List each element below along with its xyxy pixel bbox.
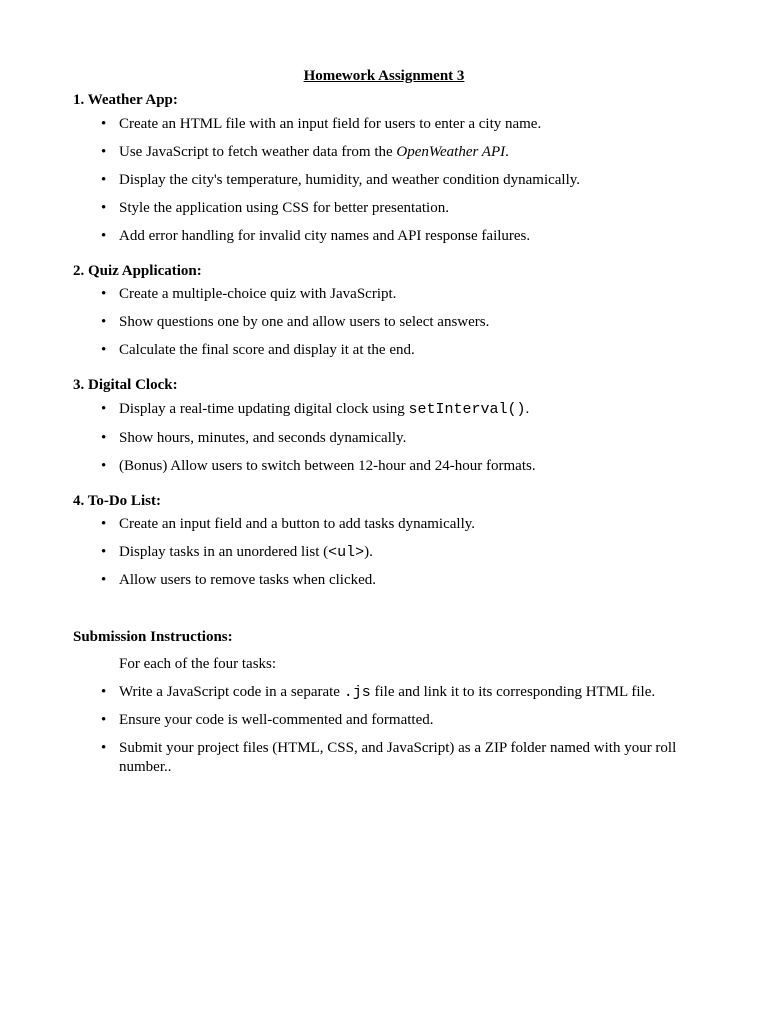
list-item: • Create an HTML file with an input field for users to enter a city name. [119, 115, 719, 134]
section-heading-weather-app: 1. Weather App: [73, 92, 178, 108]
list-item: • Display tasks in an unordered list (<ul>). [119, 543, 719, 562]
list-item: • Add error handling for invalid city names and API response failures. [119, 227, 719, 246]
api-name: OpenWeather API [396, 144, 506, 160]
list-item: • Display a real-time updating digital clock using setInterval(). [119, 400, 719, 419]
list-item: • Create an input field and a button to add tasks dynamically. [119, 515, 719, 534]
section-heading-quiz-application: 2. Quiz Application: [73, 263, 202, 279]
list-item: • Ensure your code is well-commented and formatted. [119, 711, 719, 730]
list-item: • Create a multiple-choice quiz with JavaScript. [119, 285, 719, 304]
list-item: • Submit your project files (HTML, CSS, and JavaScript) as a ZIP folder named with your roll number.. [119, 739, 704, 777]
code-snippet: setInterval() [408, 401, 526, 418]
code-snippet: .js [343, 684, 371, 701]
submission-intro: For each of the four tasks: [119, 656, 277, 672]
document-title: Homework Assignment 3 [303, 68, 465, 84]
list-item: • Style the application using CSS for better presentation. [119, 199, 719, 218]
list-item: • Show hours, minutes, and seconds dynamically. [119, 429, 719, 448]
code-snippet: <ul> [328, 544, 365, 561]
section-heading-digital-clock: 3. Digital Clock: [73, 377, 178, 393]
list-item: • (Bonus) Allow users to switch between 12-hour and 24-hour formats. [119, 457, 719, 476]
list-item: • Show questions one by one and allow users to select answers. [119, 313, 719, 332]
submission-heading: Submission Instructions: [73, 629, 233, 645]
list-item: • Display the city's temperature, humidity, and weather condition dynamically. [119, 171, 719, 190]
list-item: • Use JavaScript to fetch weather data from the OpenWeather API. [119, 143, 719, 162]
section-heading-todo-list: 4. To-Do List: [73, 493, 161, 509]
list-item: • Write a JavaScript code in a separate .js file and link it to its corresponding HTML file. [119, 683, 719, 702]
list-item: • Calculate the final score and display it at the end. [119, 341, 719, 360]
list-item: • Allow users to remove tasks when clicked. [119, 571, 719, 590]
